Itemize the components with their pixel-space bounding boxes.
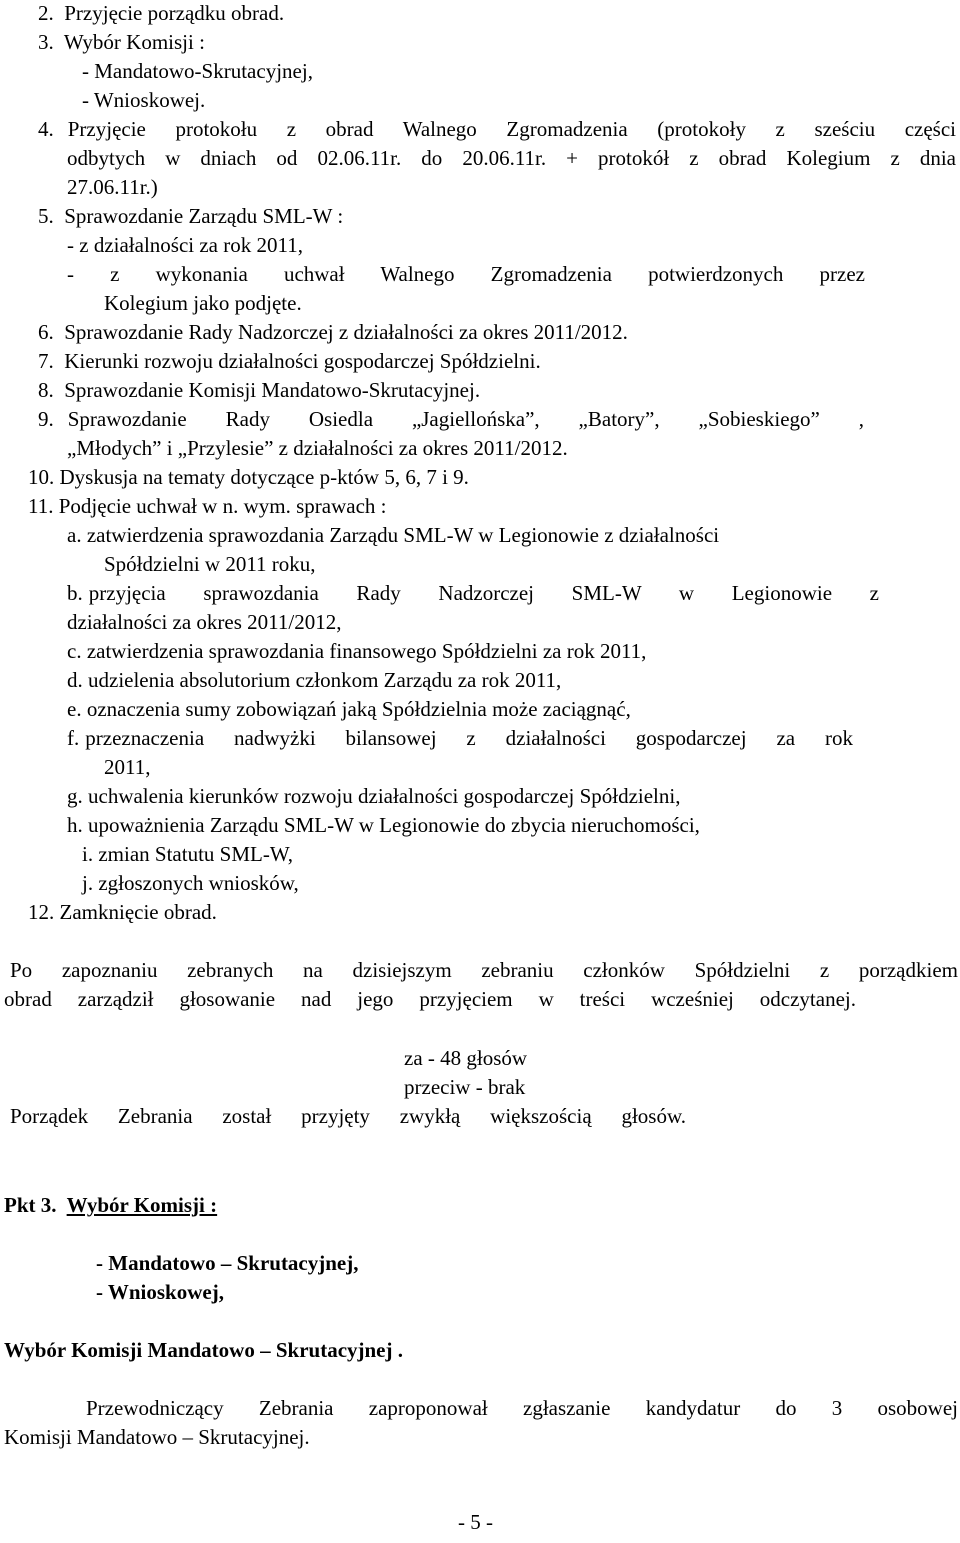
pkt-3-item-2: - Wnioskowej, <box>96 1280 224 1304</box>
agenda-sub-a-line-1: a. zatwierdzenia sprawozdania Zarządu SML-W w Legionowie z działalności <box>67 523 720 547</box>
agenda-sub-j: j. zgłoszonych wniosków, <box>82 871 299 895</box>
agenda-item-3-sub-1: - Mandatowo-Skrutacyjnej, <box>82 59 313 83</box>
agenda-item-3: 3. Wybór Komisji : <box>38 30 205 54</box>
paragraph-1-line-1: Po zapoznaniu zebranych na dzisiejszym zebraniu członków Spółdzielni z porządkiem <box>10 958 958 982</box>
paragraph-2-line-2: Komisji Mandatowo – Skrutacyjnej. <box>4 1425 310 1449</box>
paragraph-2-line-1: Przewodniczący Zebrania zaproponował zgłaszanie kandydatur do 3 osobowej <box>86 1396 958 1420</box>
agenda-item-5-sub-2-line-2: Kolegium jako podjęte. <box>104 291 302 315</box>
agenda-item-9-line-1: 9. Sprawozdanie Rady Osiedla „Jagiellońska”, „Batory”, „Sobieskiego” , <box>38 407 864 431</box>
page-number: - 5 - <box>458 1510 493 1534</box>
agenda-sub-g: g. uchwalenia kierunków rozwoju działalności gospodarczej Spółdzielni, <box>67 784 681 808</box>
agenda-item-6: 6. Sprawozdanie Rady Nadzorczej z działalności za okres 2011/2012. <box>38 320 628 344</box>
agenda-item-7: 7. Kierunki rozwoju działalności gospodarczej Spółdzielni. <box>38 349 541 373</box>
agenda-sub-f-line-1: f. przeznaczenia nadwyżki bilansowej z działalności gospodarczej za rok <box>67 726 853 750</box>
agenda-sub-a-line-2: Spółdzielni w 2011 roku, <box>104 552 316 576</box>
agenda-item-3-sub-2: - Wnioskowej. <box>82 88 206 112</box>
agenda-sub-b-line-1: b. przyjęcia sprawozdania Rady Nadzorczej SML-W w Legionowie z <box>67 581 879 605</box>
agenda-item-10: 10. Dyskusja na tematy dotyczące p-któw 5, 6, 7 i 9. <box>28 465 469 489</box>
agenda-item-4-line-3: 27.06.11r.) <box>67 175 158 199</box>
pkt-3-item-1: - Mandatowo – Skrutacyjnej, <box>96 1251 359 1275</box>
agenda-item-11: 11. Podjęcie uchwał w n. wym. sprawach : <box>28 494 387 518</box>
agenda-sub-i: i. zmian Statutu SML-W, <box>82 842 293 866</box>
agenda-item-4-line-1: 4. Przyjęcie protokołu z obrad Walnego Zgromadzenia (protokoły z sześciu części <box>38 117 956 141</box>
agenda-sub-b-line-2: działalności za okres 2011/2012, <box>67 610 342 634</box>
agenda-item-2: 2. Przyjęcie porządku obrad. <box>38 1 285 25</box>
votes-za: za - 48 głosów <box>404 1046 528 1070</box>
section-heading-commission: Wybór Komisji Mandatowo – Skrutacyjnej . <box>4 1338 403 1362</box>
agenda-sub-d: d. udzielenia absolutorium członkom Zarządu za rok 2011, <box>67 668 562 692</box>
agenda-item-9-line-2: „Młodych” i „Przylesie” z działalności za okres 2011/2012. <box>67 436 568 460</box>
agenda-item-5: 5. Sprawozdanie Zarządu SML-W : <box>38 204 344 228</box>
pkt-3-heading: Pkt 3. Wybór Komisji : <box>4 1193 218 1217</box>
agenda-item-5-sub-1: - z działalności za rok 2011, <box>67 233 303 257</box>
agenda-sub-c: c. zatwierdzenia sprawozdania finansowego Spółdzielni za rok 2011, <box>67 639 647 663</box>
paragraph-1-line-2: obrad zarządził głosowanie nad jego przyjęciem w treści wcześniej odczytanej. <box>4 987 856 1011</box>
agenda-item-8: 8. Sprawozdanie Komisji Mandatowo-Skrutacyjnej. <box>38 378 481 402</box>
pkt-3-title: Wybór Komisji : <box>66 1193 218 1217</box>
agenda-sub-f-line-2: 2011, <box>104 755 151 779</box>
agenda-item-5-sub-2-line-1: - z wykonania uchwał Walnego Zgromadzenia potwierdzonych przez <box>67 262 865 286</box>
agenda-sub-h: h. upoważnienia Zarządu SML-W w Legionowie do zbycia nieruchomości, <box>67 813 700 837</box>
agenda-item-4-line-2: odbytych w dniach od 02.06.11r. do 20.06.11r. + protokół z obrad Kolegium z dnia <box>67 146 956 170</box>
vote-result: Porządek Zebrania został przyjęty zwykłą większością głosów. <box>10 1104 686 1128</box>
agenda-item-12: 12. Zamknięcie obrad. <box>28 900 217 924</box>
votes-przeciw: przeciw - brak <box>404 1075 526 1099</box>
agenda-sub-e: e. oznaczenia sumy zobowiązań jaką Spółdzielnia może zaciągnąć, <box>67 697 631 721</box>
